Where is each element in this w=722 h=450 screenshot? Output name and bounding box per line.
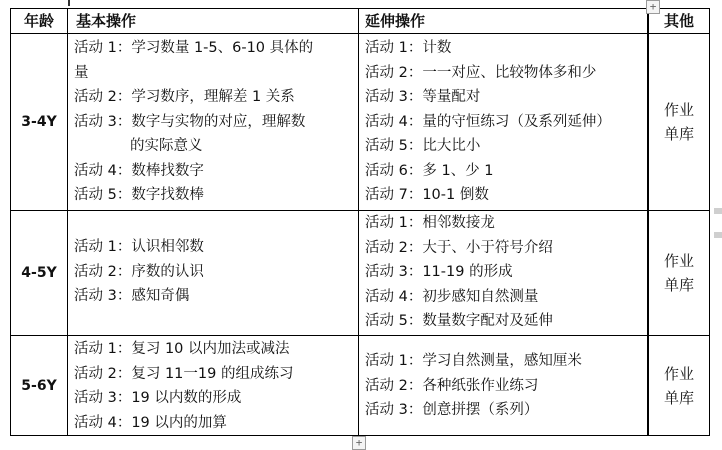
right-edge-mark [714, 208, 722, 214]
cursor-mark [68, 0, 70, 6]
list-item: 活动 3：感知奇偶 [74, 288, 190, 304]
schedule-table [10, 8, 710, 436]
other-line: 单库 [663, 125, 694, 143]
list-item: 活动 1：复习 10 以内加法或减法 [74, 341, 290, 357]
header-extended: 延伸操作 [358, 8, 648, 34]
list-item: 活动 4：19 以内的加算 [74, 414, 227, 431]
list-item: 活动 3：11-19 的形成 [365, 264, 513, 280]
list-item: 活动 3：19 以内数的形成 [74, 390, 242, 406]
row-extended-5-6 [358, 335, 648, 436]
header-age: 年龄 [10, 8, 68, 34]
list-item: 活动 1：学习数量 1-5、6-10 具体的 [74, 40, 314, 56]
header-basic: 基本操作 [67, 8, 359, 34]
row-basic-5-6 [67, 335, 359, 436]
list-item: 活动 5：数字找数棒 [74, 187, 204, 203]
row-basic-4-5 [67, 210, 359, 336]
list-item: 的实际意义 [130, 138, 203, 154]
right-edge-mark [714, 232, 722, 238]
list-item: 活动 2：学习数序，理解差 1 关系 [74, 89, 295, 105]
list-item: 活动 4：初步感知自然测量 [365, 288, 539, 305]
list-item: 活动 6：多 1、少 1 [365, 162, 494, 179]
header-other: 其他 [648, 8, 710, 34]
list-item: 活动 5：数量数字配对及延伸 [365, 313, 553, 329]
list-item: 活动 4：量的守恒练习（及系列延伸） [365, 113, 611, 130]
list-item: 量 [74, 64, 89, 81]
list-item: 活动 4：数棒找数字 [74, 162, 204, 179]
row-other-5-6 [648, 335, 710, 436]
other-line: 单库 [663, 388, 694, 407]
list-item: 活动 2：一一对应、比较物体多和少 [365, 64, 597, 81]
list-item: 活动 1：认识相邻数 [74, 239, 204, 255]
row-age-4-5: 4-5Y [10, 210, 68, 336]
list-item: 活动 1：学习自然测量，感知厘米 [365, 353, 582, 369]
other-line: 作业 [663, 101, 694, 119]
row-age-5-6: 5-6Y [10, 335, 68, 436]
list-item: 活动 2：各种纸张作业练习 [365, 377, 539, 394]
row-other-3-4 [648, 33, 710, 211]
list-item: 活动 1：相邻数接龙 [365, 215, 495, 231]
other-line: 作业 [663, 364, 694, 383]
other-line: 作业 [663, 252, 694, 270]
row-extended-3-4 [358, 33, 648, 211]
row-extended-4-5 [358, 210, 648, 336]
list-item: 活动 2：序数的认识 [74, 263, 204, 280]
list-item: 活动 3：等量配对 [365, 89, 481, 105]
list-item: 活动 5：比大比小 [365, 138, 481, 154]
list-item: 活动 2：大于、小于符号介绍 [365, 239, 553, 256]
list-item: 活动 1：计数 [365, 40, 452, 56]
add-row-handle[interactable]: + [352, 436, 366, 450]
other-line: 单库 [663, 276, 694, 294]
row-basic-3-4 [67, 33, 359, 211]
list-item: 活动 7：10-1 倒数 [365, 187, 489, 203]
list-item: 活动 3：创意拼摆（系列） [365, 402, 539, 418]
table-resize-handle[interactable]: + [646, 0, 660, 14]
list-item: 活动 3：数字与实物的对应，理解数 [74, 113, 306, 130]
list-item: 活动 2：复习 11一19 的组成练习 [74, 365, 294, 382]
row-other-4-5 [648, 210, 710, 336]
row-age-3-4: 3-4Y [10, 33, 68, 211]
